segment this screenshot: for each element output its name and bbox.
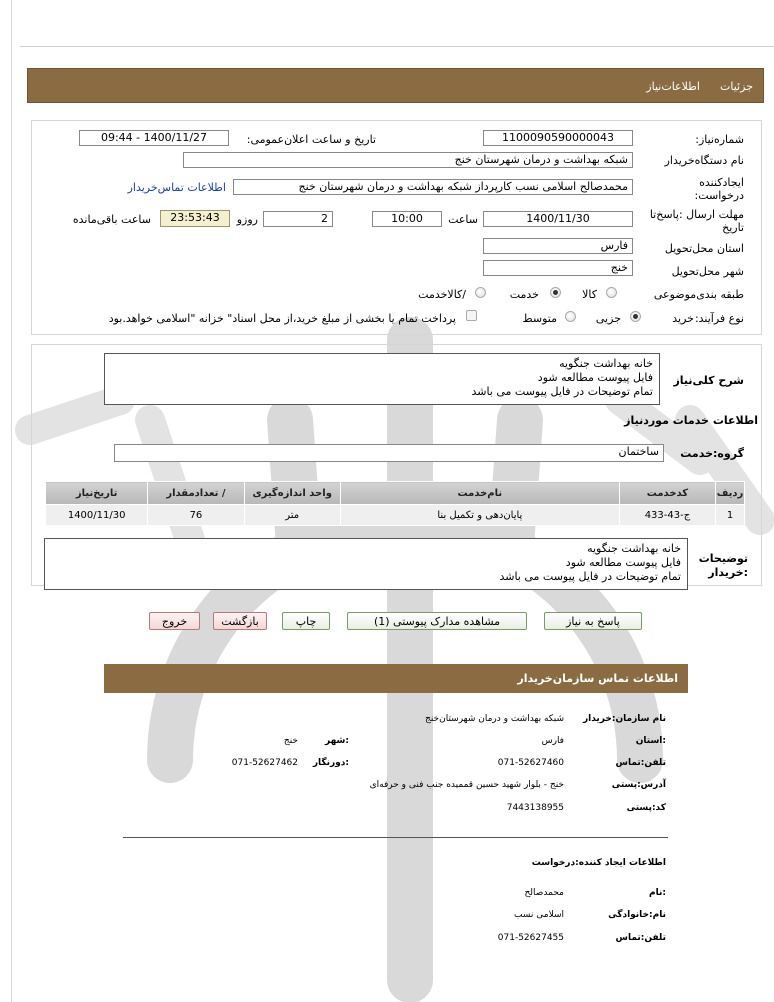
- exit-button[interactable]: خروج: [149, 612, 200, 630]
- treasury-payment-label: پرداخت تمام یا بخشی از مبلغ خرید،از محل اسناد" خزانه "اسلامی خواهد.بود: [108, 312, 456, 325]
- col-service-code: کدخدمت: [619, 482, 715, 505]
- service-group-field: ساختمان: [114, 444, 664, 462]
- announce-label: تاریخ و ساعت اعلان‌عمومی:: [246, 133, 376, 146]
- contact-postal-value: 7443138955: [506, 803, 564, 813]
- category-goods-radio[interactable]: [606, 287, 617, 298]
- process-label: نوع فرآیند:: [694, 312, 744, 325]
- cell-service-name: پایان‌دهی و تکمیل بنا: [340, 505, 619, 526]
- contact-address-label: آدرس:پستی: [611, 780, 666, 790]
- header-tabs-bar: [27, 68, 764, 103]
- col-quantity: / تعدادمقدار: [148, 482, 244, 505]
- process-medium-radio[interactable]: [565, 311, 576, 322]
- city-label: شهر محل‌تحویل: [671, 265, 744, 278]
- contact-phone-label: تلفن:تماس: [615, 758, 666, 768]
- contact-fax-value: 071-52627462: [231, 758, 298, 768]
- treasury-payment-checkbox[interactable]: [466, 310, 477, 321]
- service-group-label: گروه:خدمت: [680, 447, 744, 460]
- deadline-hour-label: ساعت: [448, 213, 478, 226]
- reply-to-need-button[interactable]: پاسخ به نیاز: [544, 612, 642, 630]
- category-goods-label: کالا: [582, 288, 597, 301]
- col-row: ردیف: [716, 482, 745, 505]
- services-table: [45, 481, 745, 526]
- services-table-header: [46, 482, 745, 505]
- cell-row: 1: [716, 505, 745, 526]
- cell-service-code: ج-43-433: [619, 505, 715, 526]
- province-label: استان محل‌تحویل: [664, 242, 744, 255]
- province-field: فارس: [483, 238, 633, 254]
- creator-label-line2: درخواست:: [694, 189, 744, 202]
- contact-address-value: خنج - بلوار شهید حسین قممیده جنب فنی و حرفه‌ای: [369, 780, 564, 790]
- deadline-label-line1: مهلت ارسال :پاسخ‌تا: [649, 208, 744, 221]
- contact-city-label: :شهر: [325, 736, 349, 746]
- creator-phone-label: تلفن:تماس: [615, 933, 666, 943]
- contact-fax-label: :دورنگار: [312, 758, 349, 768]
- creator-family-value: اسلامی نسب: [514, 910, 564, 920]
- need-number-field: 1100090590000043: [483, 130, 633, 146]
- buyer-contact-link[interactable]: اطلاعات تماس‌خریدار: [127, 181, 226, 194]
- category-goods-service-label: /کالاخدمت: [418, 288, 466, 301]
- description-textarea: [104, 353, 660, 405]
- days-label: روزو: [236, 213, 258, 226]
- category-label: طبقه بندی‌موضوعی: [653, 288, 744, 301]
- description-label: شرح کلی‌نیاز: [673, 374, 744, 387]
- creator-label-line1: ایجادکننده: [699, 176, 744, 189]
- contact-city-value: خنج: [283, 736, 298, 746]
- description-line-3: تمام توضیحات در فایل پیوست می باشد: [471, 385, 653, 398]
- contact-phone-value: 071-52627460: [497, 758, 564, 768]
- cell-quantity: 76: [148, 505, 244, 526]
- creator-phone-value: 071-52627455: [497, 933, 564, 943]
- remaining-time-field: 23:53:43: [160, 210, 230, 227]
- back-button[interactable]: بازگشت: [213, 612, 267, 630]
- contact-province-label: :استان: [635, 736, 666, 746]
- print-button[interactable]: چاپ: [282, 612, 330, 630]
- services-section-title: اطلاعات خدمات موردنیاز: [624, 414, 758, 427]
- process-buy-label: خرید: [672, 312, 694, 325]
- cell-unit: متر: [244, 505, 340, 526]
- contact-province-value: فارس: [541, 736, 564, 746]
- buyer-notes-line-2: فایل پیوست مطالعه شود: [565, 556, 681, 569]
- deadline-label-line2: تاریخ: [722, 221, 744, 234]
- tab-need-info[interactable]: اطلاعات‌نیاز: [646, 80, 700, 93]
- description-line-2: فایل پیوست مطالعه شود: [537, 371, 653, 384]
- process-medium-label: متوسط: [522, 312, 557, 325]
- category-goods-service-radio[interactable]: [475, 287, 486, 298]
- contact-org-label: نام سازمان:خریدار: [582, 714, 666, 724]
- announce-datetime-field: 1400/11/27 - 09:44: [79, 130, 229, 146]
- description-line-1: خانه بهداشت جنگویه: [559, 357, 653, 370]
- view-attachments-button[interactable]: مشاهده مدارک پیوستی (1): [347, 612, 527, 630]
- buyer-notes-line-1: خانه بهداشت جنگویه: [587, 542, 681, 555]
- contact-org-value: شبکه بهداشت و درمان شهرستان‌خنج: [425, 714, 564, 724]
- remaining-label: ساعت باقی‌مانده: [72, 213, 151, 226]
- page-top-divider: [20, 46, 774, 47]
- creator-name-value: محمدصالح: [524, 888, 564, 898]
- table-row: [46, 505, 745, 526]
- creator-info-title: اطلاعات ایجاد کننده:درخواست: [531, 858, 666, 868]
- deadline-date-field: 1400/11/30: [483, 211, 633, 227]
- tab-details[interactable]: جزئیات: [720, 80, 753, 93]
- process-minor-label: جزیی: [595, 312, 621, 325]
- col-service-name: نام‌خدمت: [340, 482, 619, 505]
- buyer-org-field: شبکه بهداشت و درمان شهرستان خنج: [183, 152, 633, 168]
- buyer-notes-textarea: [44, 538, 688, 590]
- creator-name-label: :نام: [649, 888, 666, 898]
- buyer-notes-label-line1: توضیحات: [698, 552, 748, 565]
- creator-field: محمدصالح اسلامی نسب کارپرداز شبکه بهداشت و درمان شهرستان خنج: [233, 179, 633, 195]
- category-service-label: خدمت: [509, 288, 539, 301]
- buyer-contact-title: اطلاعات تماس سازمان‌خریدار: [517, 672, 678, 685]
- buyer-notes-line-3: تمام توضیحات در فایل پیوست می باشد: [499, 570, 681, 583]
- cell-need-date: 1400/11/30: [46, 505, 148, 526]
- page-left-border: [11, 0, 12, 1002]
- buyer-org-label: نام دستگاه‌خریدار: [664, 154, 744, 167]
- remaining-days-field: 2: [263, 211, 333, 227]
- buyer-notes-label-line2: :خریدار: [708, 566, 748, 579]
- deadline-time-field: 10:00: [372, 211, 442, 227]
- process-minor-radio[interactable]: [630, 311, 641, 322]
- need-number-label: شماره‌نیاز:: [695, 133, 744, 146]
- col-unit: واحد اندازه‌گیری: [244, 482, 340, 505]
- contact-postal-label: کد:پستی: [626, 803, 666, 813]
- city-field: خنج: [483, 260, 633, 276]
- buyer-contact-bar: [104, 664, 688, 693]
- contact-separator: [123, 837, 668, 838]
- category-service-radio[interactable]: [550, 287, 561, 298]
- col-need-date: تاریخ‌نیاز: [46, 482, 148, 505]
- creator-family-label: نام:خانوادگی: [608, 910, 666, 920]
